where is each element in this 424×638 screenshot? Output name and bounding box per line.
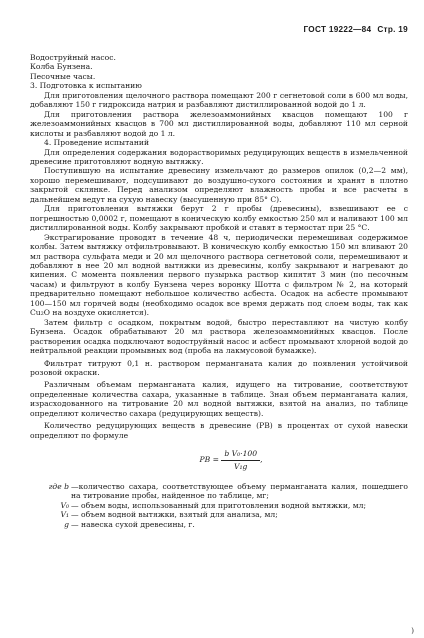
standard-number: ГОСТ 19222—84 xyxy=(303,25,372,34)
section-heading: 4. Проведение испытаний xyxy=(44,138,150,148)
legend-row xyxy=(30,520,408,529)
legend-text: — объем воды, использованный для приготовления водной вытяжки, мл; xyxy=(71,500,367,510)
margin-mark: ) xyxy=(411,626,414,635)
formula-end: , xyxy=(260,455,263,465)
section-heading: 3. Подготовка к испытанию xyxy=(30,81,142,91)
paragraph: Количество редуцирующих веществ в древесине (PB) в процентах от сухой навески определяют по формуле xyxy=(30,421,408,440)
list-item: Водоструйный насос. xyxy=(30,53,116,62)
formula-legend xyxy=(30,482,408,529)
paragraph: Для приготовления щелочного раствора помещают 200 г сегнетовой соли в 600 мл воды, добавляют 150 г гидроксида натрия и разбавляют дистиллированной водой до 1 л. xyxy=(30,90,408,110)
legend-row xyxy=(30,482,408,501)
formula-denominator: V₁g xyxy=(234,461,248,471)
document-body xyxy=(30,53,408,529)
paragraph: Затем фильтр с осадком, покрытым водой, быстро переставляют на чистую колбу Бунзена. Осадок обрабатывают 20 мл раствора железоаммонийных квасцов. После растворения осадка подключают водоструйный насос и асбест промывают хлорной водой до нейтральной реакции промывных вод (проба на лакмусовой бумажке). xyxy=(30,317,408,356)
formula-lhs: PB = xyxy=(199,455,219,465)
legend-text: — объем водной вытяжки, взятый для анализа, мл; xyxy=(71,510,278,520)
paragraph: Для определения содержания водорастворимых редуцирующих веществ в измельченной древесине приготовляют водную вытяжку. xyxy=(30,147,408,166)
page-header xyxy=(303,25,408,34)
formula-fraction xyxy=(221,449,263,471)
page-number: Стр. 19 xyxy=(377,25,408,34)
legend-text: — навеска сухой древесины, г. xyxy=(71,519,195,529)
legend-symbol: V₁ xyxy=(60,510,69,520)
paragraph: Фильтрат титруют 0,1 н. раствором перманганата калия до появления устойчивой розовой окраски. xyxy=(30,358,408,377)
legend-symbol: где b xyxy=(48,482,69,492)
legend-row xyxy=(30,501,408,510)
paragraph: Для приготовления раствора железоаммонийных квасцов помещают 100 г железоаммонийных квасцов в 700 мл дистиллированной воды, добавляют 110 мл серной кислоты и разбавляют водой до 1 л. xyxy=(30,109,408,138)
formula-numerator: b V₀·100 xyxy=(221,449,260,460)
formula xyxy=(54,449,408,471)
list-item: Песочные часы. xyxy=(30,71,96,81)
legend-symbol: g xyxy=(64,519,69,529)
paragraph: Различным объемам перманганата калия, идущего на титрование, соответствуют определенные количества сахара, указанные в таблице. Зная объем перманганата калия, израсходованного на титрование 20 мл водной вытяжки, взятой на анализ, по таблице определяют количество сахара (редуцирующих веществ). xyxy=(30,380,408,418)
legend-row xyxy=(30,510,408,519)
legend-text: —количество сахара, соответствующее объему перманганата калия, пошедшего на титрование пробы, найденное по таблице, мг; xyxy=(71,482,408,501)
paragraph: Экстрагирование проводят в течение 48 ч, периодически перемешивая содержимое колбы. Затем вытяжку отфильтровывают. В коническую колбу емкостью 150 мл вливают 20 мл раствора сульфата меди и 20 мл щелочного раствора сегнетовой соли, перемешивают и добавляют в нее 20 мл водной вытяжки из древесины, колбу закрывают и нагревают до кипения. С момента появления первого пузырька раствор кипятят 3 мин (по песочным часам) и фильтруют в колбу Бунзена через воронку Шотта с фильтром № 2, на который предварительно помещают небольшое количество асбеста. Осадок на асбесте промывают 100—150 мл горячей воды (необходимо осадок все время держать под слоем воды, так как Cu₂O на воздухе окисляется). xyxy=(30,232,408,318)
paragraph: Для приготовления вытяжки берут 2 г пробы (древесины), взвешивают ее с погрешностью 0,0002 г, помещают в коническую колбу емкостью 250 мл и наливают 100 мл дистиллированной воды. Колбу закрывают пробкой и ставят в термостат при 25 °С. xyxy=(30,204,408,233)
list-item: Колба Бунзена. xyxy=(30,62,93,72)
legend-symbol: V₀ xyxy=(60,500,69,510)
paragraph: Поступившую на испытание древесину измельчают до размеров опилок (0,2—2 мм), хорошо перемешивают, подсушивают до воздушно-сухого состояния и хранят в плотно закрытой склянке. Перед анализом определяют влажность пробы и все расчеты в дальнейшем ведут на сухую навеску (высушенную при 85° С). xyxy=(30,166,408,204)
